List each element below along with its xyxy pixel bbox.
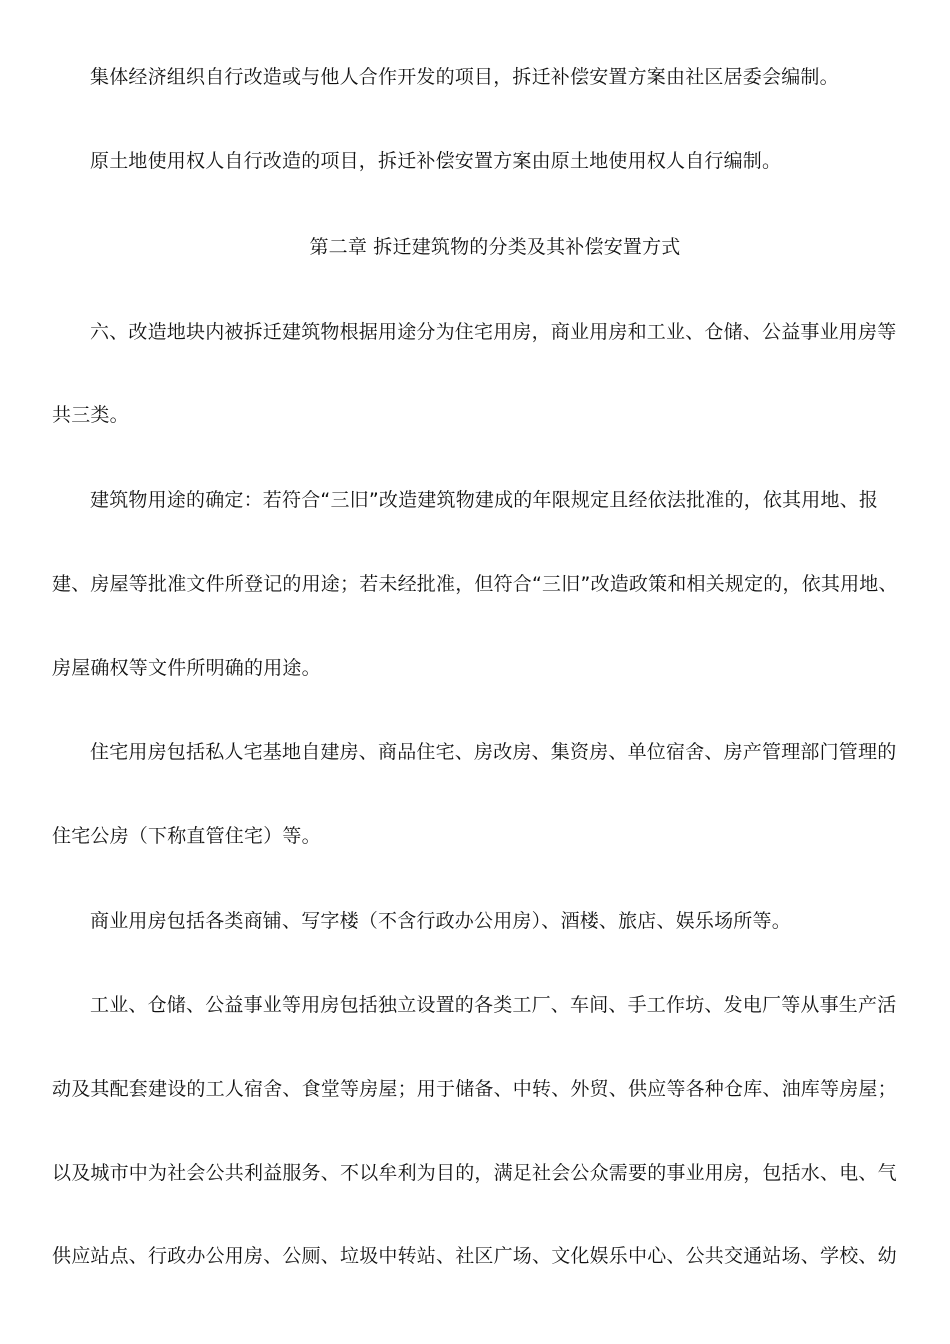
paragraph-line: 动及其配套建设的工人宿舍、食堂等房屋；用于储备、中转、外贸、供应等各种仓库、油库等房屋； [52, 1078, 897, 1100]
paragraph-line: 共三类。 [52, 404, 129, 426]
paragraph-line: 建、房屋等批准文件所登记的用途；若未经批准，但符合“三旧”改造政策和相关规定的，依其用地、 [52, 573, 898, 595]
paragraph-line: 建筑物用途的确定：若符合“三旧”改造建筑物建成的年限规定且经依法批准的，依其用地、报 [90, 489, 879, 511]
paragraph-line: 商业用房包括各类商铺、写字楼（不含行政办公用房）、酒楼、旅店、娱乐场所等。 [90, 910, 791, 932]
paragraph-line: 住宅用房包括私人宅基地自建房、商品住宅、房改房、集资房、单位宿舍、房产管理部门管理的 [90, 741, 897, 763]
paragraph-line: 原土地使用权人自行改造的项目，拆迁补偿安置方案由原土地使用权人自行编制。 [90, 150, 782, 172]
paragraph-line: 工业、仓储、公益事业等用房包括独立设置的各类工厂、车间、手工作坊、发电厂等从事生产活 [90, 994, 897, 1016]
paragraph-line: 集体经济组织自行改造或与他人合作开发的项目，拆迁补偿安置方案由社区居委会编制。 [90, 66, 839, 88]
chapter-heading: 第二章 拆迁建筑物的分类及其补偿安置方式 [309, 236, 681, 258]
paragraph-line: 住宅公房（下称直管住宅）等。 [52, 825, 321, 847]
paragraph-line: 房屋确权等文件所明确的用途。 [52, 657, 321, 679]
paragraph-line: 供应站点、行政办公用房、公厕、垃圾中转站、社区广场、文化娱乐中心、公共交通站场、学校、幼 [52, 1245, 897, 1267]
paragraph-line: 以及城市中为社会公共利益服务、不以牟利为目的，满足社会公众需要的事业用房，包括水、电、气 [52, 1162, 897, 1184]
paragraph-line: 六、改造地块内被拆迁建筑物根据用途分为住宅用房，商业用房和工业、仓储、公益事业用房等 [90, 321, 897, 343]
